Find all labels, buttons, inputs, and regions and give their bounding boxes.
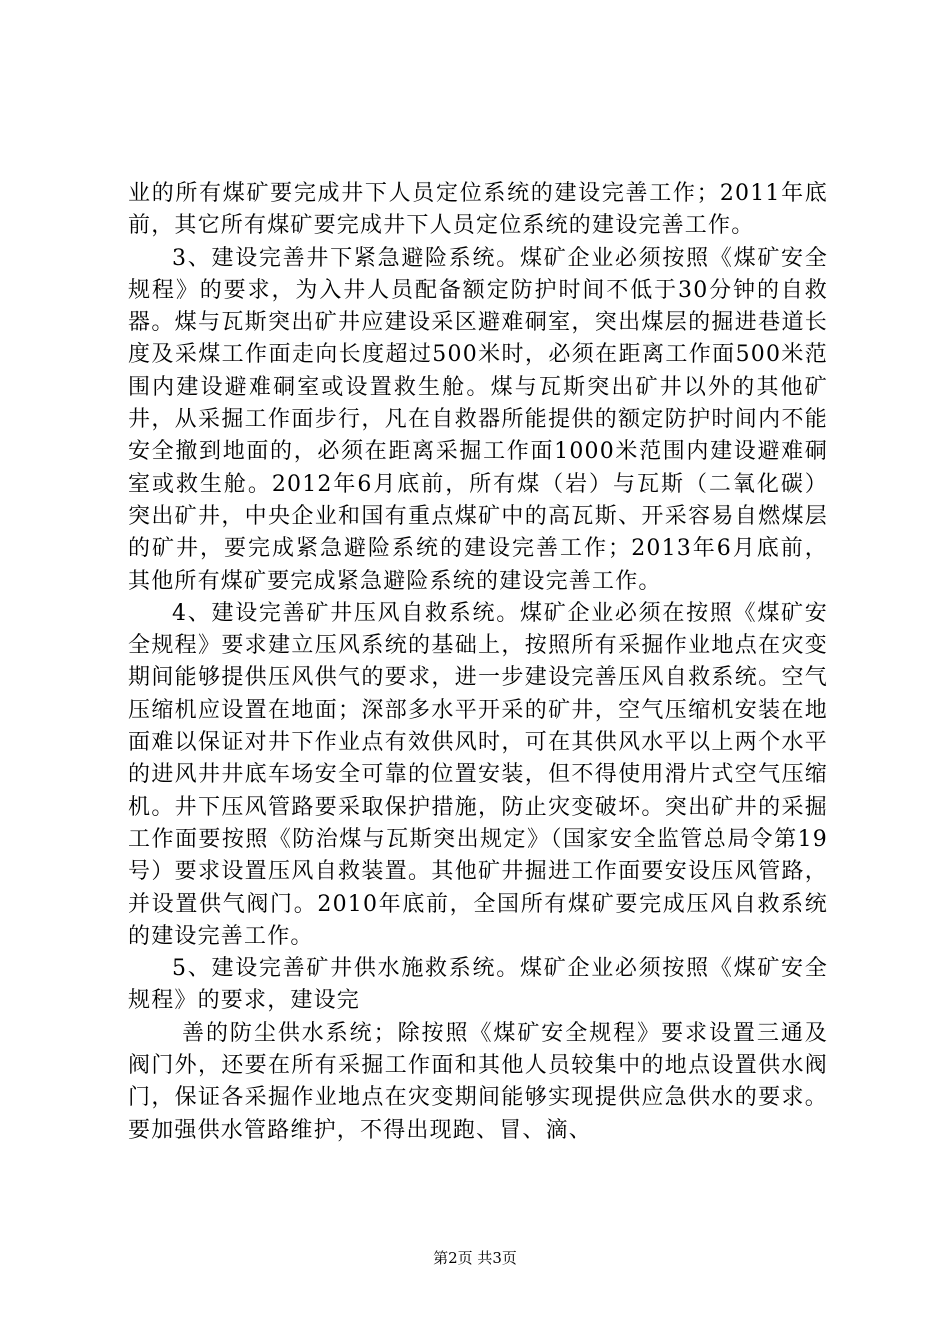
document-body bbox=[128, 178, 828, 1147]
paragraph-dust-water: 善的防尘供水系统；除按照《煤矿安全规程》要求设置三通及阀门外，还要在所有采掘工作面和其他人员较集中的地点设置供水阀门，保证各采掘作业地点在灾变期间能够实现提供应急供水的要求。要加强供水管路维护，不得出现跑、冒、滴、 bbox=[128, 1020, 828, 1143]
page-number-footer: 第2页 共3页 bbox=[433, 1249, 517, 1267]
paragraph-water-supply: 5、建设完善矿井供水施救系统。煤矿企业必须按照《煤矿安全规程》的要求，建设完 bbox=[128, 956, 828, 1014]
paragraph-continuation: 业的所有煤矿要完成井下人员定位系统的建设完善工作；2011年底前，其它所有煤矿要完成井下人员定位系统的建设完善工作。 bbox=[128, 181, 828, 239]
paragraph-compressed-air: 4、建设完善矿井压风自救系统。煤矿企业必须在按照《煤矿安全规程》要求建立压风系统的基础上，按照所有采掘作业地点在灾变期间能够提供压风供气的要求，进一步建设完善压风自救系统。空气压缩机应设置在地面；深部多水平开采的矿井，空气压缩机安装在地面难以保证对井下作业点有效供风时，可在其供风水平以上两个水平的进风井井底车场安全可靠的位置安装，但不得使用滑片式空气压缩机。井下压风管路要采取保护措施，防止灾变破坏。突出矿井的采掘工作面要按照《防治煤与瓦斯突出规定》（国家安全监管总局令第19号）要求设置压风自救装置。其他矿井掘进工作面要安设压风管路，并设置供气阀门。2010年底前，全国所有煤矿要完成压风自救系统的建设完善工作。 bbox=[128, 600, 828, 949]
paragraph-emergency-refuge: 3、建设完善井下紧急避险系统。煤矿企业必须按照《煤矿安全规程》的要求，为入井人员配备额定防护时间不低于30分钟的自救器。煤与瓦斯突出矿井应建设采区避难硐室，突出煤层的掘进巷道长度及采煤工作面走向长度超过500米时，必须在距离工作面500米范围内建设避难硐室或设置救生舱。煤与瓦斯突出矿井以外的其他矿井，从采掘工作面步行，凡在自救器所能提供的额定防护时间内不能安全撤到地面的，必须在距离采掘工作面1000米范围内建设避难硐室或救生舱。2012年6月底前，所有煤（岩）与瓦斯（二氧化碳）突出矿井，中央企业和国有重点煤矿中的高瓦斯、开采容易自燃煤层的矿井，要完成紧急避险系统的建设完善工作；2013年6月底前，其他所有煤矿要完成紧急避险系统的建设完善工作。 bbox=[128, 245, 828, 594]
